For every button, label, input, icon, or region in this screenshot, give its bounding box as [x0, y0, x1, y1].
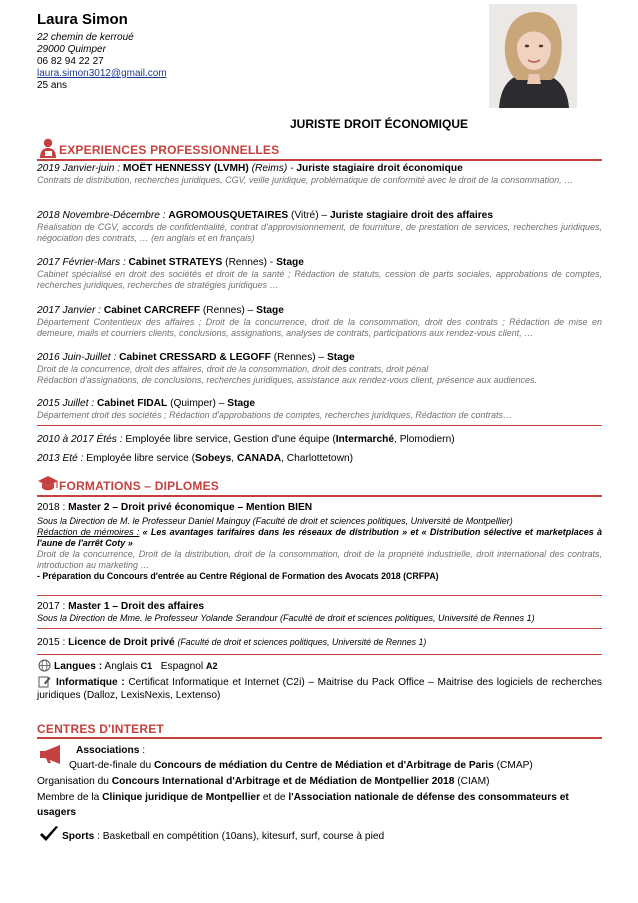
informatique-label: Informatique : — [56, 677, 125, 688]
memoire-label: Rédaction de mémoires : — [37, 527, 140, 537]
exp-company: MOËT HENNESSY (LVMH) — [122, 163, 249, 174]
exp-date: 2017 Janvier : — [37, 305, 101, 316]
experience-item — [37, 305, 602, 339]
phone-number: 06 82 94 22 27 — [37, 56, 104, 67]
formation-title: Licence de Droit privé — [68, 637, 175, 648]
exp-role: Juriste stagiaire droit des affaires — [329, 210, 494, 221]
job-date: 2010 à 2017 Étés : — [37, 434, 123, 445]
exp-company: Cabinet FIDAL — [97, 398, 168, 409]
memoire-text: « Les avantages tarifaires dans les réseaux de distribution » et « Distribution sélective et marketplaces à l'aune de l'arrêt Coty » — [37, 527, 602, 548]
divider — [37, 654, 602, 655]
exp-description: Contrats de distribution, recherches juridiques, CGV, veille juridique, problématique de conformité avec le droit de la consommation, … — [37, 175, 574, 185]
assoc-bold: Concours International d'Arbitrage et de Médiation de Montpellier 2018 — [111, 776, 455, 787]
experience-item — [37, 352, 602, 386]
divider — [37, 425, 602, 426]
job-country: CANADA — [236, 453, 282, 464]
exp-place: (Rennes) - — [225, 257, 274, 268]
job-sep: , — [231, 453, 237, 464]
association-item — [37, 790, 602, 820]
sports-label: Sports — [62, 831, 95, 842]
exp-role: Stage — [227, 398, 256, 409]
sports-line — [62, 830, 602, 843]
job-text-end: , Plomodiern) — [394, 434, 455, 445]
association-item — [69, 759, 604, 772]
formation-crfpa: - Préparation du Concours d'entrée au Centre Régional de Formation des Avocats 2018 (CRFPA) — [37, 571, 439, 581]
exp-place: (Rennes) – — [273, 352, 325, 363]
formation-item — [37, 601, 602, 624]
assoc-text: Quart-de-finale du — [69, 760, 154, 771]
section-title: CENTRES D'INTERET — [37, 722, 164, 736]
experience-item — [37, 398, 602, 421]
exp-description: Département droit des sociétés ; Rédaction d'approbations de comptes, recherches juridiques, Rédaction de contrats… — [37, 410, 512, 420]
exp-place: (Vitré) – — [291, 210, 328, 221]
divider — [37, 595, 602, 596]
exp-date: 2016 Juin-Juillet : — [37, 352, 117, 363]
main-title: JURISTE DROIT ÉCONOMIQUE — [289, 117, 468, 131]
formation-fields: Droit de la concurrence, Droit de la distribution, droit de la consommation, droit de la propriété industrielle, droit international des contrats, introduction au marketing … — [37, 549, 602, 570]
formation-direction: Sous la Direction de Mme. le Professeur Yolande Serandour (Faculté de droit et sciences politiques, Université de Rennes 1) — [37, 613, 535, 623]
formation-year: 2017 : — [37, 601, 66, 612]
formation-year: 2015 : — [37, 637, 66, 648]
assoc-text: Membre de la — [37, 792, 103, 803]
section-divider — [37, 159, 602, 161]
email-link[interactable]: laura.simon3012@gmail.com — [37, 68, 167, 79]
exp-role: Stage — [326, 352, 355, 363]
exp-place: (Rennes) – — [202, 305, 254, 316]
assoc-bold-2: l'Association nationale de défense des consommateurs et usagers — [37, 792, 569, 818]
exp-date: 2015 Juillet : — [37, 398, 95, 409]
section-divider — [37, 737, 602, 739]
formation-year: 2018 : — [37, 502, 66, 513]
assoc-text-end: (CMAP) — [493, 760, 533, 771]
exp-company: Cabinet CARCREFF — [103, 305, 201, 316]
formation-memoire — [37, 527, 602, 549]
age: 25 ans — [37, 80, 68, 91]
checkmark-icon — [38, 826, 60, 847]
exp-role: Juriste stagiaire droit économique — [296, 163, 463, 174]
formation-item — [37, 502, 602, 582]
sports-text: : Basketball en compétition (10ans), kitesurf, surf, course à pied — [94, 831, 385, 842]
formation-item — [37, 636, 602, 649]
job-date: 2013 Eté : — [37, 453, 84, 464]
divider — [37, 628, 602, 629]
exp-place: (Quimper) – — [170, 398, 225, 409]
exp-role: Stage — [276, 257, 304, 268]
job-employer: Intermarché — [335, 434, 395, 445]
experience-item — [37, 257, 602, 291]
assoc-text-end: (CIAM) — [454, 776, 490, 787]
section-title: FORMATIONS – DIPLOMES — [59, 479, 219, 493]
exp-description: Droit de la concurrence, droit des affaires, droit de la consommation, droit des contrats, droit pénal — [37, 364, 429, 374]
exp-description: Cabinet spécialisé en droit des sociétés et droit de la santé ; Rédaction de statuts, cession de parts sociales, approbations de comptes, recherches juridiques, recherches de stratégies juridiques … — [37, 269, 602, 290]
exp-company: Cabinet STRATEYS — [128, 257, 223, 268]
assoc-bold: Concours de médiation du Centre de Médiation et d'Arbitrage de Paris — [153, 760, 494, 771]
lang-1: Anglais — [104, 661, 138, 672]
section-divider — [37, 495, 602, 497]
job-text-end: , Charlottetown) — [281, 453, 354, 464]
lang-2: Espagnol — [160, 661, 204, 672]
exp-company: AGROMOUSQUETAIRES — [168, 210, 289, 221]
informatique-line — [37, 676, 602, 702]
exp-company: Cabinet CRESSARD & LEGOFF — [119, 352, 271, 363]
job-text: Employée libre service, Gestion d'une équipe ( — [125, 434, 336, 445]
formation-detail: (Faculté de droit et sciences politiques, Université de Rennes 1) — [177, 637, 427, 647]
associations-label: Associations — [76, 745, 140, 756]
formation-title: Master 1 – Droit des affaires — [68, 601, 205, 612]
lang-1-level: C1 — [140, 661, 153, 671]
assoc-bold: Clinique juridique de Montpellier — [102, 792, 261, 803]
profile-photo — [489, 4, 577, 108]
informatique-text: Certificat Informatique et Internet (C2i) – Maitrise du Pack Office – Maitrise des logiciels de recherches juridiques (Dalloz, LexisNexis, Lextenso) — [37, 677, 602, 701]
address-city: 29000 Quimper — [37, 44, 106, 55]
associations-colon: : — [139, 745, 146, 756]
exp-date: 2017 Février-Mars : — [37, 257, 126, 268]
section-title: EXPERIENCES PROFESSIONNELLES — [59, 143, 280, 157]
job-employer: Sobeys — [195, 453, 232, 464]
experience-item — [37, 163, 602, 186]
associations-line — [76, 744, 596, 757]
candidate-name: Laura Simon — [37, 11, 128, 28]
megaphone-icon — [38, 744, 66, 769]
other-job-item — [37, 433, 602, 446]
association-item — [37, 775, 602, 788]
formation-direction: Sous la Direction de M. le Professeur Daniel Mainguy (Faculté de droit et sciences politiques, Université de Montpellier) — [37, 516, 513, 526]
langues-label: Langues : — [54, 661, 103, 672]
exp-description-2: Rédaction d'assignations, de conclusions, recherches juridiques, assistance aux rendez-vous client, présence aux audiences. — [37, 375, 538, 385]
exp-date: 2018 Novembre-Décembre : — [37, 210, 166, 221]
exp-role: Stage — [256, 305, 284, 316]
formation-title: Master 2 – Droit privé économique – Mention BIEN — [68, 502, 313, 513]
langues-line — [54, 660, 594, 673]
lang-2-level: A2 — [206, 661, 218, 671]
job-text: Employée libre service ( — [86, 453, 196, 464]
exp-description: Département Contentieux des affaires ; Droit de la concurrence, droit de la consommation, droit des contrats ; Rédaction de mise en demeure, mails et courriers clients, conclusions, assignations, analyses de contrats, participations aux rendez-vous client, … — [37, 317, 602, 338]
exp-place: (Reims) - — [251, 163, 294, 174]
address-street: 22 chemin de kerroué — [37, 32, 134, 43]
assoc-text-mid: et de — [260, 792, 289, 803]
exp-description: Réalisation de CGV, accords de confidentialité, contrat d'approvisionnement, de fourniture, de prestation de services, recherches juridiques, négociation des contrats, … (en anglais et en français) — [37, 222, 602, 243]
other-job-item — [37, 452, 602, 465]
experience-item — [37, 210, 602, 244]
assoc-text: Organisation du — [37, 776, 112, 787]
exp-date: 2019 Janvier-juin : — [37, 163, 121, 174]
